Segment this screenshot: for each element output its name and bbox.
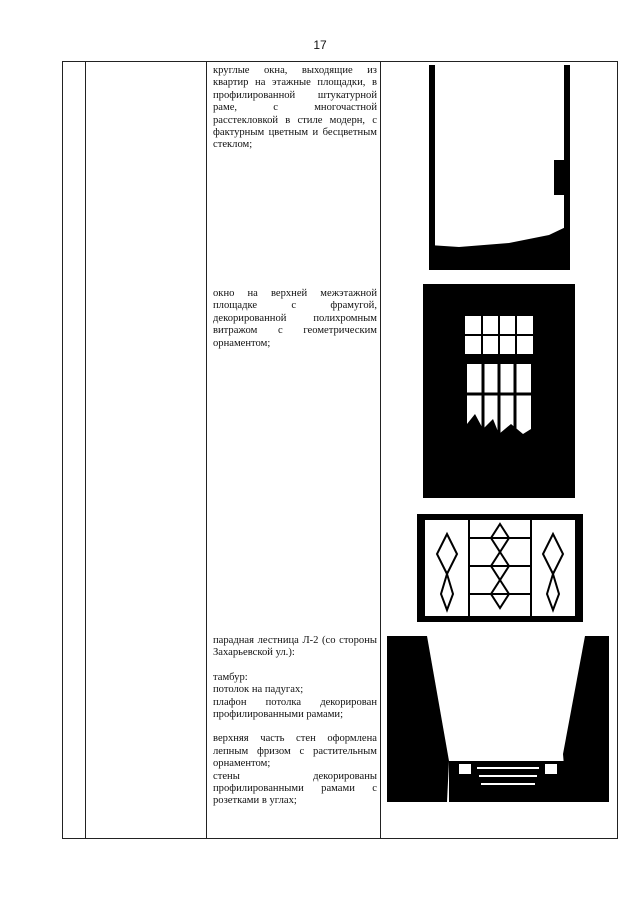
round-window-photo: [429, 65, 570, 270]
table-column-divider: [206, 62, 207, 838]
stained-glass-transom-photo: [417, 514, 583, 622]
plafond-text: плафон потолка декорирован профилированными рамами;: [213, 696, 377, 721]
main-staircase-description: [213, 635, 377, 808]
table-column-divider: [380, 62, 381, 838]
table-column-divider: [85, 62, 86, 838]
frieze-text: верхняя часть стен оформлена лепным фризом с растительным орнаментом;: [213, 733, 377, 770]
staircase-heading: парадная лестница Л-2 (со стороны Захарьевской ул.):: [213, 635, 377, 659]
round-windows-description: круглые окна, выходящие из квартир на этажные площадки, в профилированной штукатурной раме, с многочастной расстекловкой в стиле модерн, с фактурным цветным и бесцветным стеклом;: [213, 65, 377, 151]
vestibule-ceiling-photo: [387, 636, 609, 802]
window-with-transom-photo: [423, 284, 575, 498]
object-description-table: [62, 61, 618, 839]
ceiling-text: потолок на падугах;: [213, 684, 304, 696]
walls-text: стены декорированы профилированными рамами с розетками в углах;: [213, 770, 377, 807]
vestibule-label: тамбур:: [213, 671, 248, 683]
page-number: 17: [313, 38, 327, 52]
stained-glass-window-description: окно на верхней межэтажной площадке с фрамугой, декорированной полихромным витражом с геометрическим орнаментом;: [213, 288, 377, 349]
